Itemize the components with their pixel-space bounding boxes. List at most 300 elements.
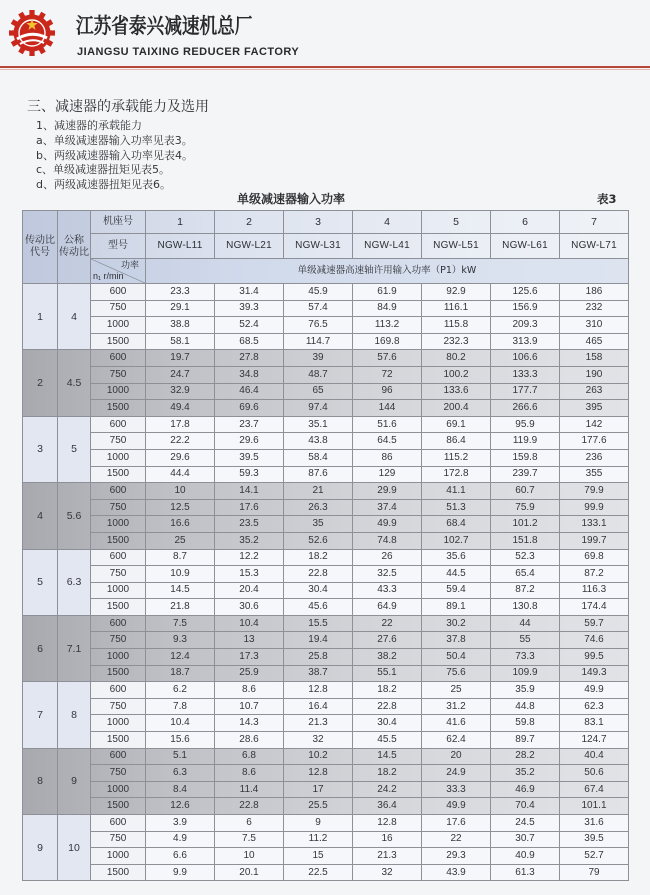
power-value-cell: 156.9	[491, 300, 560, 317]
power-value-cell: 52.3	[491, 549, 560, 566]
power-value-cell: 13	[215, 632, 284, 649]
power-value-cell: 15.3	[215, 566, 284, 583]
input-speed-cell: 1000	[91, 449, 146, 466]
power-value-cell: 69.6	[215, 400, 284, 417]
model-cell: NGW-L71	[560, 234, 629, 259]
power-value-cell: 95.9	[491, 416, 560, 433]
input-speed-cell: 600	[91, 549, 146, 566]
power-value-cell: 10	[146, 483, 215, 500]
power-table	[22, 210, 629, 881]
frame-number-cell: 2	[215, 211, 284, 234]
power-value-cell: 14.5	[353, 748, 422, 765]
power-value-cell: 79	[560, 864, 629, 881]
power-value-cell: 59.7	[560, 615, 629, 632]
ratio-code-cell: 3	[23, 416, 58, 482]
table-row	[23, 632, 629, 649]
power-value-cell: 10.4	[146, 715, 215, 732]
power-value-cell: 43.3	[353, 582, 422, 599]
power-value-cell: 52.6	[284, 532, 353, 549]
frame-number-row	[23, 211, 629, 234]
power-value-cell: 7.5	[215, 831, 284, 848]
power-value-cell: 79.9	[560, 483, 629, 500]
table-row	[23, 516, 629, 533]
power-value-cell: 19.4	[284, 632, 353, 649]
list-item: a、单级减速器输入功率见表3。	[36, 134, 193, 147]
power-value-cell: 22.2	[146, 433, 215, 450]
table-row	[23, 499, 629, 516]
power-value-cell: 142	[560, 416, 629, 433]
power-value-cell: 61.9	[353, 284, 422, 301]
power-value-cell: 133.3	[491, 366, 560, 383]
power-value-cell: 97.4	[284, 400, 353, 417]
power-value-cell: 133.6	[422, 383, 491, 400]
power-value-cell: 57.4	[284, 300, 353, 317]
ratio-code-header: 传动比 代号	[23, 211, 58, 284]
power-value-cell: 51.3	[422, 499, 491, 516]
table-row	[23, 649, 629, 666]
power-value-cell: 60.7	[491, 483, 560, 500]
power-value-cell: 12.4	[146, 649, 215, 666]
power-value-cell: 116.3	[560, 582, 629, 599]
ratio-code-cell: 4	[23, 483, 58, 549]
power-value-cell: 21.8	[146, 599, 215, 616]
table-row	[23, 433, 629, 450]
power-value-cell: 22.5	[284, 864, 353, 881]
power-value-cell: 72	[353, 366, 422, 383]
input-speed-cell: 750	[91, 632, 146, 649]
power-value-cell: 8.6	[215, 682, 284, 699]
power-value-cell: 101.1	[560, 798, 629, 815]
power-value-cell: 32	[353, 864, 422, 881]
power-value-cell: 29.9	[353, 483, 422, 500]
model-cell: NGW-L61	[491, 234, 560, 259]
power-value-cell: 22	[353, 615, 422, 632]
power-value-cell: 113.2	[353, 317, 422, 334]
power-value-cell: 51.6	[353, 416, 422, 433]
power-value-cell: 45.6	[284, 599, 353, 616]
power-value-cell: 65.4	[491, 566, 560, 583]
power-value-cell: 30.7	[491, 831, 560, 848]
power-value-cell: 19.7	[146, 350, 215, 367]
input-speed-cell: 750	[91, 566, 146, 583]
power-value-cell: 59.8	[491, 715, 560, 732]
power-value-cell: 3.9	[146, 815, 215, 832]
power-value-cell: 87.2	[491, 582, 560, 599]
power-value-cell: 89.1	[422, 599, 491, 616]
power-value-cell: 395	[560, 400, 629, 417]
table-row	[23, 665, 629, 682]
power-value-cell: 50.4	[422, 649, 491, 666]
input-speed-cell: 750	[91, 698, 146, 715]
table-row	[23, 449, 629, 466]
power-value-cell: 96	[353, 383, 422, 400]
ratio-group	[23, 350, 629, 416]
power-value-cell: 68.5	[215, 333, 284, 350]
power-value-cell: 87.6	[284, 466, 353, 483]
power-value-cell: 24.5	[491, 815, 560, 832]
input-speed-cell: 750	[91, 765, 146, 782]
power-value-cell: 130.8	[491, 599, 560, 616]
power-value-cell: 9.9	[146, 864, 215, 881]
power-value-cell: 10.9	[146, 566, 215, 583]
power-value-cell: 59.3	[215, 466, 284, 483]
power-value-cell: 190	[560, 366, 629, 383]
input-speed-cell: 600	[91, 416, 146, 433]
power-value-cell: 86	[353, 449, 422, 466]
input-speed-cell: 1500	[91, 732, 146, 749]
power-value-cell: 74.6	[560, 632, 629, 649]
power-value-cell: 40.9	[491, 848, 560, 865]
power-value-cell: 199.7	[560, 532, 629, 549]
power-value-cell: 177.7	[491, 383, 560, 400]
power-value-cell: 58.4	[284, 449, 353, 466]
input-speed-cell: 750	[91, 499, 146, 516]
power-value-cell: 20.4	[215, 582, 284, 599]
power-value-cell: 12.8	[284, 682, 353, 699]
power-value-cell: 17	[284, 781, 353, 798]
power-value-cell: 99.5	[560, 649, 629, 666]
power-value-cell: 55	[491, 632, 560, 649]
power-value-cell: 12.6	[146, 798, 215, 815]
power-value-cell: 31.6	[560, 815, 629, 832]
power-value-cell: 29.1	[146, 300, 215, 317]
power-value-cell: 64.9	[353, 599, 422, 616]
power-value-cell: 75.9	[491, 499, 560, 516]
table-row	[23, 483, 629, 500]
power-value-cell: 25	[146, 532, 215, 549]
table-row	[23, 732, 629, 749]
power-value-cell: 69.8	[560, 549, 629, 566]
input-speed-cell: 1000	[91, 848, 146, 865]
input-speed-cell: 1500	[91, 864, 146, 881]
power-value-cell: 239.7	[491, 466, 560, 483]
power-value-cell: 25.8	[284, 649, 353, 666]
power-value-cell: 76.5	[284, 317, 353, 334]
power-value-cell: 30.2	[422, 615, 491, 632]
power-value-cell: 186	[560, 284, 629, 301]
section-heading: 三、减速器的承载能力及选用	[27, 99, 209, 115]
power-value-cell: 41.6	[422, 715, 491, 732]
power-value-cell: 11.4	[215, 781, 284, 798]
power-value-cell: 9.3	[146, 632, 215, 649]
power-value-cell: 65	[284, 383, 353, 400]
power-value-cell: 125.6	[491, 284, 560, 301]
ratio-group	[23, 549, 629, 615]
input-speed-cell: 600	[91, 682, 146, 699]
input-speed-cell: 1000	[91, 781, 146, 798]
power-value-cell: 40.4	[560, 748, 629, 765]
power-value-cell: 313.9	[491, 333, 560, 350]
power-value-cell: 236	[560, 449, 629, 466]
power-value-cell: 69.1	[422, 416, 491, 433]
table-row	[23, 383, 629, 400]
input-speed-cell: 750	[91, 433, 146, 450]
table-row	[23, 765, 629, 782]
nominal-ratio-cell: 9	[58, 748, 91, 814]
ratio-code-cell: 7	[23, 682, 58, 748]
power-value-cell: 18.2	[284, 549, 353, 566]
power-value-cell: 24.2	[353, 781, 422, 798]
list-item: d、两级减速器扭矩见表6。	[36, 177, 171, 191]
ratio-code-cell: 6	[23, 615, 58, 681]
power-value-cell: 31.4	[215, 284, 284, 301]
power-value-cell: 59.4	[422, 582, 491, 599]
speed-unit-label: n₁ r/min	[93, 271, 124, 281]
input-speed-cell: 600	[91, 284, 146, 301]
power-value-cell: 25	[422, 682, 491, 699]
power-value-cell: 144	[353, 400, 422, 417]
power-value-cell: 89.7	[491, 732, 560, 749]
power-value-cell: 45.9	[284, 284, 353, 301]
model-cell: NGW-L41	[353, 234, 422, 259]
power-value-cell: 26.3	[284, 499, 353, 516]
power-value-cell: 15.5	[284, 615, 353, 632]
input-speed-cell: 600	[91, 350, 146, 367]
power-value-cell: 114.7	[284, 333, 353, 350]
power-value-cell: 23.7	[215, 416, 284, 433]
gear-star-logo-icon	[8, 9, 56, 57]
power-value-cell: 8.7	[146, 549, 215, 566]
power-value-cell: 18.2	[353, 765, 422, 782]
power-value-cell: 38.7	[284, 665, 353, 682]
power-caption-row	[23, 259, 629, 284]
input-speed-cell: 1000	[91, 582, 146, 599]
ratio-group	[23, 748, 629, 814]
power-value-cell: 62.4	[422, 732, 491, 749]
ratio-group	[23, 483, 629, 549]
power-value-cell: 18.2	[353, 682, 422, 699]
input-speed-cell: 1500	[91, 400, 146, 417]
frame-number-cell: 5	[422, 211, 491, 234]
power-value-cell: 49.4	[146, 400, 215, 417]
power-value-cell: 58.1	[146, 333, 215, 350]
power-value-cell: 39.5	[560, 831, 629, 848]
power-value-cell: 62.3	[560, 698, 629, 715]
ratio-group	[23, 815, 629, 881]
power-value-cell: 14.3	[215, 715, 284, 732]
input-speed-cell: 1500	[91, 333, 146, 350]
power-value-cell: 159.8	[491, 449, 560, 466]
table-row	[23, 532, 629, 549]
power-value-cell: 109.9	[491, 665, 560, 682]
model-cell: NGW-L51	[422, 234, 491, 259]
power-value-cell: 16	[353, 831, 422, 848]
table-row	[23, 848, 629, 865]
power-value-cell: 16.6	[146, 516, 215, 533]
input-speed-cell: 1500	[91, 798, 146, 815]
power-value-cell: 17.6	[215, 499, 284, 516]
power-value-cell: 25.9	[215, 665, 284, 682]
table-row	[23, 748, 629, 765]
nominal-ratio-cell: 5	[58, 416, 91, 482]
nominal-ratio-cell: 5.6	[58, 483, 91, 549]
power-value-cell: 37.4	[353, 499, 422, 516]
input-speed-cell: 1000	[91, 317, 146, 334]
power-value-cell: 177.6	[560, 433, 629, 450]
power-value-cell: 8.4	[146, 781, 215, 798]
power-value-cell: 23.3	[146, 284, 215, 301]
power-value-cell: 74.8	[353, 532, 422, 549]
power-caption-cell: 单级减速器高速轴许用输入功率（P1）kW	[146, 259, 629, 284]
power-value-cell: 34.8	[215, 366, 284, 383]
power-value-cell: 100.2	[422, 366, 491, 383]
power-value-cell: 52.4	[215, 317, 284, 334]
power-value-cell: 41.1	[422, 483, 491, 500]
nominal-ratio-cell: 10	[58, 815, 91, 881]
power-value-cell: 124.7	[560, 732, 629, 749]
power-value-cell: 102.7	[422, 532, 491, 549]
power-label: 功率	[120, 261, 139, 271]
power-value-cell: 22.8	[215, 798, 284, 815]
power-value-cell: 8.6	[215, 765, 284, 782]
power-value-cell: 30.6	[215, 599, 284, 616]
section-subheading: 1、减速器的承载能力	[36, 119, 142, 132]
frame-number-cell: 4	[353, 211, 422, 234]
power-value-cell: 45.5	[353, 732, 422, 749]
ratio-group	[23, 615, 629, 681]
power-value-cell: 17.6	[422, 815, 491, 832]
table-row	[23, 798, 629, 815]
ratio-code-cell: 9	[23, 815, 58, 881]
power-value-cell: 26	[353, 549, 422, 566]
table-row	[23, 300, 629, 317]
power-value-cell: 7.5	[146, 615, 215, 632]
power-value-cell: 55.1	[353, 665, 422, 682]
power-value-cell: 15.6	[146, 732, 215, 749]
power-value-cell: 44.4	[146, 466, 215, 483]
power-value-cell: 232.3	[422, 333, 491, 350]
power-value-cell: 12.8	[353, 815, 422, 832]
power-value-cell: 32.9	[146, 383, 215, 400]
power-value-cell: 39	[284, 350, 353, 367]
power-value-cell: 465	[560, 333, 629, 350]
power-value-cell: 29.6	[146, 449, 215, 466]
power-value-cell: 35.1	[284, 416, 353, 433]
power-value-cell: 18.7	[146, 665, 215, 682]
power-value-cell: 50.6	[560, 765, 629, 782]
power-value-cell: 119.9	[491, 433, 560, 450]
power-value-cell: 44	[491, 615, 560, 632]
power-value-cell: 151.8	[491, 532, 560, 549]
power-value-cell: 9	[284, 815, 353, 832]
power-value-cell: 14.1	[215, 483, 284, 500]
input-speed-cell: 750	[91, 300, 146, 317]
header-divider	[0, 66, 650, 68]
power-value-cell: 70.4	[491, 798, 560, 815]
power-value-cell: 6.6	[146, 848, 215, 865]
input-speed-cell: 600	[91, 483, 146, 500]
power-value-cell: 44.5	[422, 566, 491, 583]
table-row	[23, 400, 629, 417]
nominal-ratio-cell: 7.1	[58, 615, 91, 681]
power-value-cell: 232	[560, 300, 629, 317]
power-value-cell: 263	[560, 383, 629, 400]
power-value-cell: 169.8	[353, 333, 422, 350]
power-value-cell: 35	[284, 516, 353, 533]
power-value-cell: 106.6	[491, 350, 560, 367]
power-value-cell: 28.6	[215, 732, 284, 749]
power-value-cell: 31.2	[422, 698, 491, 715]
power-value-cell: 11.2	[284, 831, 353, 848]
power-value-cell: 6	[215, 815, 284, 832]
power-value-cell: 32	[284, 732, 353, 749]
power-value-cell: 174.4	[560, 599, 629, 616]
power-value-cell: 7.8	[146, 698, 215, 715]
power-value-cell: 92.9	[422, 284, 491, 301]
power-speed-diagonal-cell	[91, 259, 146, 284]
power-value-cell: 10.4	[215, 615, 284, 632]
power-value-cell: 33.3	[422, 781, 491, 798]
power-value-cell: 6.3	[146, 765, 215, 782]
power-value-cell: 44.8	[491, 698, 560, 715]
power-value-cell: 115.2	[422, 449, 491, 466]
ratio-code-cell: 1	[23, 284, 58, 350]
nominal-ratio-cell: 8	[58, 682, 91, 748]
table-row	[23, 582, 629, 599]
table-row	[23, 864, 629, 881]
power-value-cell: 49.9	[353, 516, 422, 533]
input-speed-cell: 1500	[91, 599, 146, 616]
list-item: b、两级减速器输入功率见表4。	[36, 148, 193, 162]
power-value-cell: 172.8	[422, 466, 491, 483]
power-value-cell: 30.4	[353, 715, 422, 732]
power-value-cell: 27.6	[353, 632, 422, 649]
table-row	[23, 350, 629, 367]
table-row	[23, 698, 629, 715]
power-value-cell: 57.6	[353, 350, 422, 367]
model-row	[23, 234, 629, 259]
power-value-cell: 83.1	[560, 715, 629, 732]
input-speed-cell: 1000	[91, 715, 146, 732]
power-value-cell: 209.3	[491, 317, 560, 334]
ratio-code-cell: 8	[23, 748, 58, 814]
power-value-cell: 10.2	[284, 748, 353, 765]
input-speed-cell: 1500	[91, 532, 146, 549]
header-divider-shadow	[0, 69, 650, 70]
power-value-cell: 43.8	[284, 433, 353, 450]
power-value-cell: 23.5	[215, 516, 284, 533]
model-label-cell: 型号	[91, 234, 146, 259]
power-value-cell: 64.5	[353, 433, 422, 450]
ratio-group	[23, 682, 629, 748]
power-value-cell: 21.3	[284, 715, 353, 732]
table-row	[23, 284, 629, 301]
power-value-cell: 32.5	[353, 566, 422, 583]
table-row	[23, 549, 629, 566]
table-row	[23, 715, 629, 732]
power-value-cell: 10	[215, 848, 284, 865]
power-value-cell: 310	[560, 317, 629, 334]
power-value-cell: 38.2	[353, 649, 422, 666]
table-row	[23, 599, 629, 616]
power-value-cell: 35.2	[215, 532, 284, 549]
input-speed-cell: 1000	[91, 649, 146, 666]
power-value-cell: 158	[560, 350, 629, 367]
power-value-cell: 200.4	[422, 400, 491, 417]
input-speed-cell: 1000	[91, 516, 146, 533]
power-value-cell: 39.5	[215, 449, 284, 466]
power-value-cell: 12.5	[146, 499, 215, 516]
power-value-cell: 22.8	[353, 698, 422, 715]
input-speed-cell: 750	[91, 366, 146, 383]
table-number: 表3	[597, 192, 617, 206]
power-value-cell: 22.8	[284, 566, 353, 583]
company-name-cn: 江苏省泰兴减速机总厂	[76, 14, 253, 38]
power-value-cell: 12.8	[284, 765, 353, 782]
power-value-cell: 14.5	[146, 582, 215, 599]
frame-number-cell: 3	[284, 211, 353, 234]
power-value-cell: 49.9	[422, 798, 491, 815]
